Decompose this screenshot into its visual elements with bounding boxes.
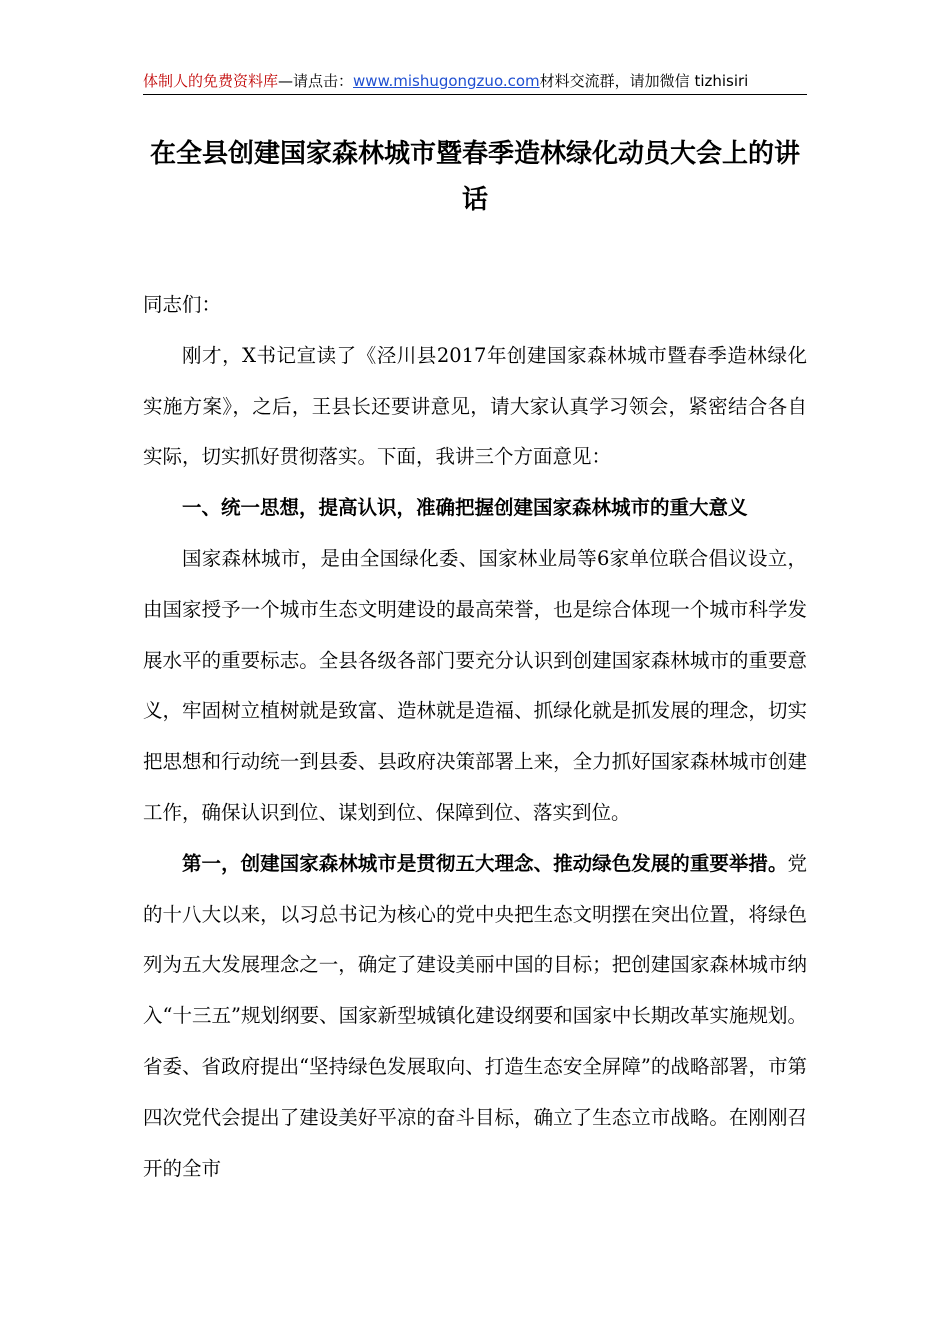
section-heading: 一、统一思想，提高认识，准确把握创建国家森林城市的重大意义: [182, 496, 748, 520]
paragraph-text: 党的十八大以来，以习总书记为核心的党中央把生态文明摆在突出位置，将绿色列为五大发展理念之一，确定了建设美丽中国的目标；把创建国家森林城市纳入“十三五”规划纲要、国家新型城镇化建设纲要和国家中长期改革实施规划。省委、省政府提出“坚持绿色发展取向、打造生态安全屏障”的战略部署，市第四次党代会提出了建设美好平凉的奋斗目标，确立了生态立市战略。在刚刚召开的全市: [143, 851, 807, 1180]
paragraph: [143, 839, 807, 1195]
paragraph: 国家森林城市，是由全国绿化委、国家林业局等6家单位联合倡议设立，由国家授予一个城市生态文明建设的最高荣誉，也是综合体现一个城市科学发展水平的重要标志。全县各级各部门要充分认识到创建国家森林城市的重要意义，牢固树立植树就是致富、造林就是造福、抓绿化就是抓发展的理念，切实把思想和行动统一到县委、县政府决策部署上来，全力抓好国家森林城市创建工作，确保认识到位、谋划到位、保障到位、落实到位。: [143, 546, 807, 824]
header-note: 材料交流群，请加微信 tizhisiri: [539, 72, 749, 90]
document-title: 在全县创建国家森林城市暨春季造林绿化动员大会上的讲话: [149, 139, 800, 215]
document-body: [143, 280, 807, 1194]
paragraph: 刚才，X书记宣读了《泾川县2017年创建国家森林城市暨春季造林绿化实施方案》，之后，王县长还要讲意见，请大家认真学习领会，紧密结合各自实际，切实抓好贯彻落实。下面，我讲三个方面意见：: [143, 343, 807, 469]
header-divider: [143, 94, 807, 95]
header-banner: [143, 70, 807, 92]
header-prompt: —请点击：: [278, 72, 354, 90]
paragraph-lead: 第一，创建国家森林城市是贯彻五大理念、推动绿色发展的重要举措。: [182, 851, 788, 875]
header-link[interactable]: www.mishugongzuo.com: [353, 72, 540, 90]
salutation: 同志们：: [143, 293, 222, 316]
header-brand: 体制人的免费资料库: [143, 72, 279, 90]
